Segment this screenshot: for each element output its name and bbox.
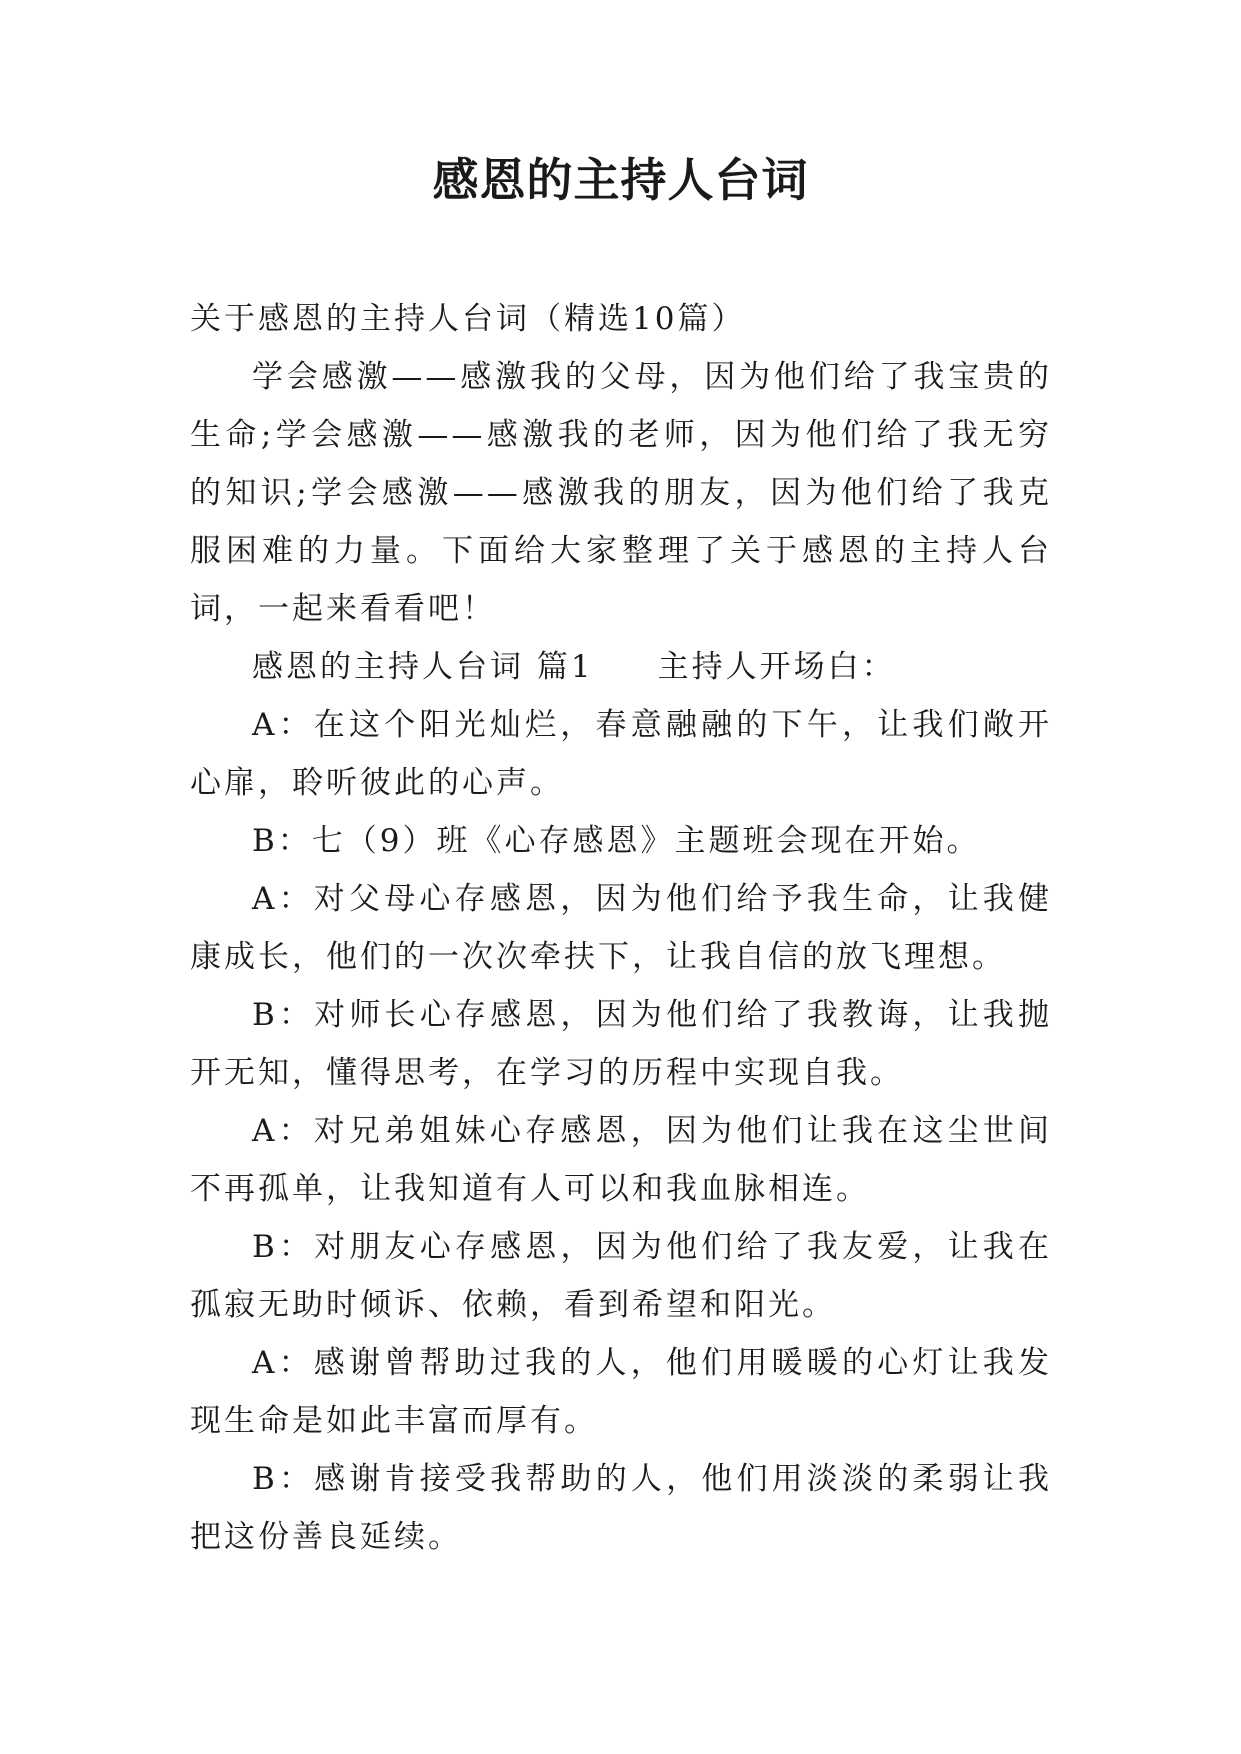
dialogue-line: B：对师长心存感恩，因为他们给了我教诲，让我抛开无知，懂得思考，在学习的历程中实现自我。	[190, 997, 1052, 1091]
dialogue-line: A：在这个阳光灿烂，春意融融的下午，让我们敞开心扉，聆听彼此的心声。	[190, 707, 1052, 801]
dialogue-line: B：感谢肯接受我帮助的人，他们用淡淡的柔弱让我把这份善良延续。	[190, 1461, 1052, 1555]
section-heading	[190, 638, 1052, 696]
opening-label: 主持人开场白：	[657, 649, 896, 685]
subtitle: 关于感恩的主持人台词（精选10篇）	[190, 301, 746, 337]
document-body	[190, 290, 1052, 1566]
section-title: 感恩的主持人台词 篇1	[252, 649, 594, 685]
dialogue-line: A：对兄弟姐妹心存感恩，因为他们让我在这尘世间不再孤单，让我知道有人可以和我血脉相连。	[190, 1113, 1052, 1207]
dialogue-line: B：七（9）班《心存感恩》主题班会现在开始。	[252, 823, 981, 859]
intro-paragraph: 学会感激——感激我的父母，因为他们给了我宝贵的生命;学会感激——感激我的老师，因为他们给了我无穷的知识;学会感激——感激我的朋友，因为他们给了我克服困难的力量。下面给大家整理了关于感恩的主持人台词，一起来看看吧！	[190, 359, 1052, 627]
dialogue-line: A：对父母心存感恩，因为他们给予我生命，让我健康成长，他们的一次次牵扶下，让我自信的放飞理想。	[190, 881, 1052, 975]
page-title: 感恩的主持人台词	[432, 153, 809, 207]
dialogue-line: A：感谢曾帮助过我的人，他们用暖暖的心灯让我发现生命是如此丰富而厚有。	[190, 1345, 1052, 1439]
dialogue-line: B：对朋友心存感恩，因为他们给了我友爱，让我在孤寂无助时倾诉、依赖，看到希望和阳光。	[190, 1229, 1052, 1323]
